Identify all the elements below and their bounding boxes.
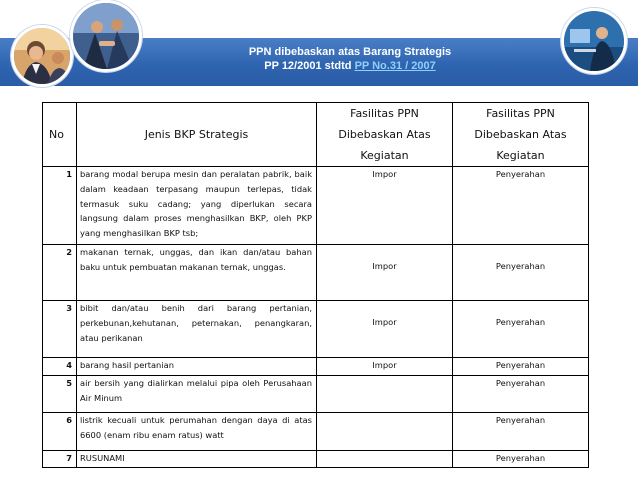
row-fasilitas-impor — [317, 167, 453, 245]
row-fasilitas-impor — [317, 245, 453, 301]
row-fasilitas-penyerahan — [453, 245, 589, 301]
bkp-table-container — [42, 102, 588, 468]
row-number: 6 — [43, 413, 77, 451]
row-fasilitas-penyerahan — [453, 376, 589, 413]
handshake-photo — [70, 0, 142, 72]
table-row — [43, 167, 589, 245]
fasilitas-penyerahan-value: Penyerahan — [495, 415, 546, 425]
row-number: 3 — [43, 301, 77, 358]
business-people-photo — [11, 25, 73, 87]
header-jenis: Jenis BKP Strategis — [77, 103, 317, 167]
row-description: barang hasil pertanian — [77, 358, 317, 376]
table-header-row — [43, 103, 589, 167]
table-row — [43, 376, 589, 413]
row-fasilitas-impor — [317, 358, 453, 376]
row-fasilitas-impor — [317, 413, 453, 451]
row-number: 4 — [43, 358, 77, 376]
photo-left-illustration — [14, 28, 70, 84]
office-worker-photo — [561, 8, 627, 74]
table-row — [43, 245, 589, 301]
fasilitas-impor-value: Impor — [372, 317, 397, 327]
fasilitas-penyerahan-value: Penyerahan — [495, 261, 546, 271]
row-description: RUSUNAMI — [77, 451, 317, 468]
row-description: bibit dan/atau benih dari barang pertanian, perkebunan,kehutanan, peternakan, penangkaran, atau perikanan — [77, 301, 317, 358]
row-fasilitas-penyerahan — [453, 167, 589, 245]
header-fasilitas-impor: Fasilitas PPN Dibebaskan Atas Kegiatan — [317, 103, 453, 167]
row-description: barang modal berupa mesin dan peralatan pabrik, baik dalam keadaan terpasang maupun terlepas, tidak termasuk suku cadang; yang diperlukan secara langsung dalam proses menghasilkan BKP, oleh PKP yang menghasilkan BKP tsb; — [77, 167, 317, 245]
regulation-link[interactable]: PP No.31 / 2007 — [354, 60, 436, 72]
row-number: 1 — [43, 167, 77, 245]
row-fasilitas-penyerahan — [453, 451, 589, 468]
title-line-2-text: PP 12/2001 stdtd — [264, 60, 355, 72]
fasilitas-penyerahan-value: Penyerahan — [495, 453, 546, 463]
row-fasilitas-penyerahan — [453, 413, 589, 451]
fasilitas-penyerahan-value: Penyerahan — [495, 317, 546, 327]
photo-right-illustration — [564, 11, 624, 71]
row-fasilitas-penyerahan — [453, 358, 589, 376]
row-description: listrik kecuali untuk perumahan dengan daya di atas 6600 (enam ribu enam ratus) watt — [77, 413, 317, 451]
table-row — [43, 451, 589, 468]
fasilitas-penyerahan-value: Penyerahan — [495, 378, 546, 388]
row-description: air bersih yang dialirkan melalui pipa oleh Perusahaan Air Minum — [77, 376, 317, 413]
row-fasilitas-impor — [317, 451, 453, 468]
row-description: makanan ternak, unggas, dan ikan dan/atau bahan baku untuk pembuatan makanan ternak, unggas. — [77, 245, 317, 301]
title-line-1: PPN dibebaskan atas Barang Strategis — [248, 46, 452, 58]
fasilitas-impor-value: Impor — [372, 261, 397, 271]
bkp-strategis-table — [42, 102, 589, 468]
row-number: 5 — [43, 376, 77, 413]
photo-mid-illustration — [73, 3, 139, 69]
row-fasilitas-impor — [317, 376, 453, 413]
fasilitas-penyerahan-value: Penyerahan — [495, 360, 546, 370]
header-no: No — [43, 103, 77, 167]
fasilitas-impor-value: Impor — [372, 169, 397, 179]
fasilitas-impor-value: Impor — [372, 360, 397, 370]
row-fasilitas-penyerahan — [453, 301, 589, 358]
table-row — [43, 413, 589, 451]
row-number: 2 — [43, 245, 77, 301]
fasilitas-penyerahan-value: Penyerahan — [495, 169, 546, 179]
title-line-2 — [140, 59, 560, 73]
table-row — [43, 301, 589, 358]
row-fasilitas-impor — [317, 301, 453, 358]
slide-title — [140, 45, 560, 73]
header-fasilitas-penyerahan: Fasilitas PPN Dibebaskan Atas Kegiatan — [453, 103, 589, 167]
row-number: 7 — [43, 451, 77, 468]
table-row — [43, 358, 589, 376]
